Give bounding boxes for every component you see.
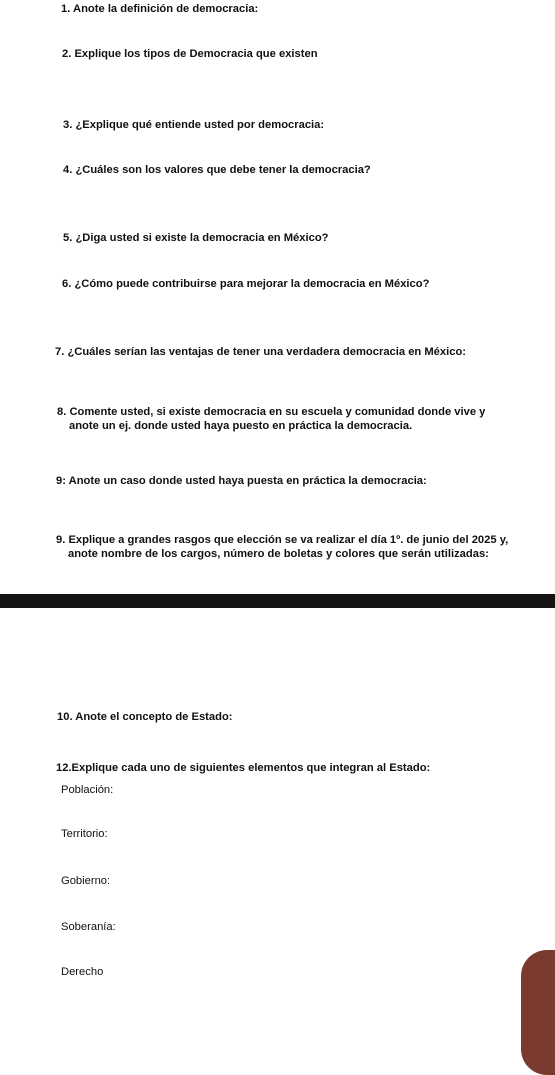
question-9-case: 9: Anote un caso donde usted haya puesta en práctica la democracia:: [56, 475, 427, 487]
element-soberania: Soberanía:: [61, 921, 116, 933]
page-separator-band: [0, 594, 555, 608]
question-3: 3. ¿Explique qué entiende usted por democracia:: [63, 119, 325, 131]
question-7: 7. ¿Cuáles serían las ventajas de tener una verdadera democracia en México:: [55, 346, 467, 358]
element-territorio: Territorio:: [61, 828, 108, 840]
question-4: 4. ¿Cuáles son los valores que debe tener la democracia?: [63, 164, 371, 176]
question-2: 2. Explique los tipos de Democracia que existen: [62, 48, 318, 60]
question-1: 1. Anote la definición de democracia:: [61, 3, 259, 15]
side-tab: [521, 950, 555, 1075]
question-8-line-2: anote un ej. donde usted haya puesto en práctica la democracia.: [69, 420, 413, 432]
element-gobierno: Gobierno:: [61, 875, 111, 887]
question-8: [57, 405, 485, 433]
question-6: 6. ¿Cómo puede contribuirse para mejorar la democracia en México?: [62, 278, 430, 290]
question-5: 5. ¿Diga usted si existe la democracia en México?: [63, 232, 329, 244]
question-10: 10. Anote el concepto de Estado:: [57, 711, 233, 723]
question-12: 12.Explique cada uno de siguientes elementos que integran al Estado:: [56, 762, 431, 774]
question-9-election-line-1: 9. Explique a grandes rasgos que elección se va realizar el día 1º. de junio del 2025 y,: [56, 534, 509, 546]
element-poblacion: Población:: [61, 784, 114, 796]
element-derecho: Derecho: [61, 966, 104, 978]
question-8-line-1: 8. Comente usted, si existe democracia en su escuela y comunidad donde vive y: [57, 406, 486, 418]
question-9-election-line-2: anote nombre de los cargos, número de boletas y colores que serán utilizadas:: [68, 548, 489, 560]
question-9-election: [56, 533, 508, 561]
